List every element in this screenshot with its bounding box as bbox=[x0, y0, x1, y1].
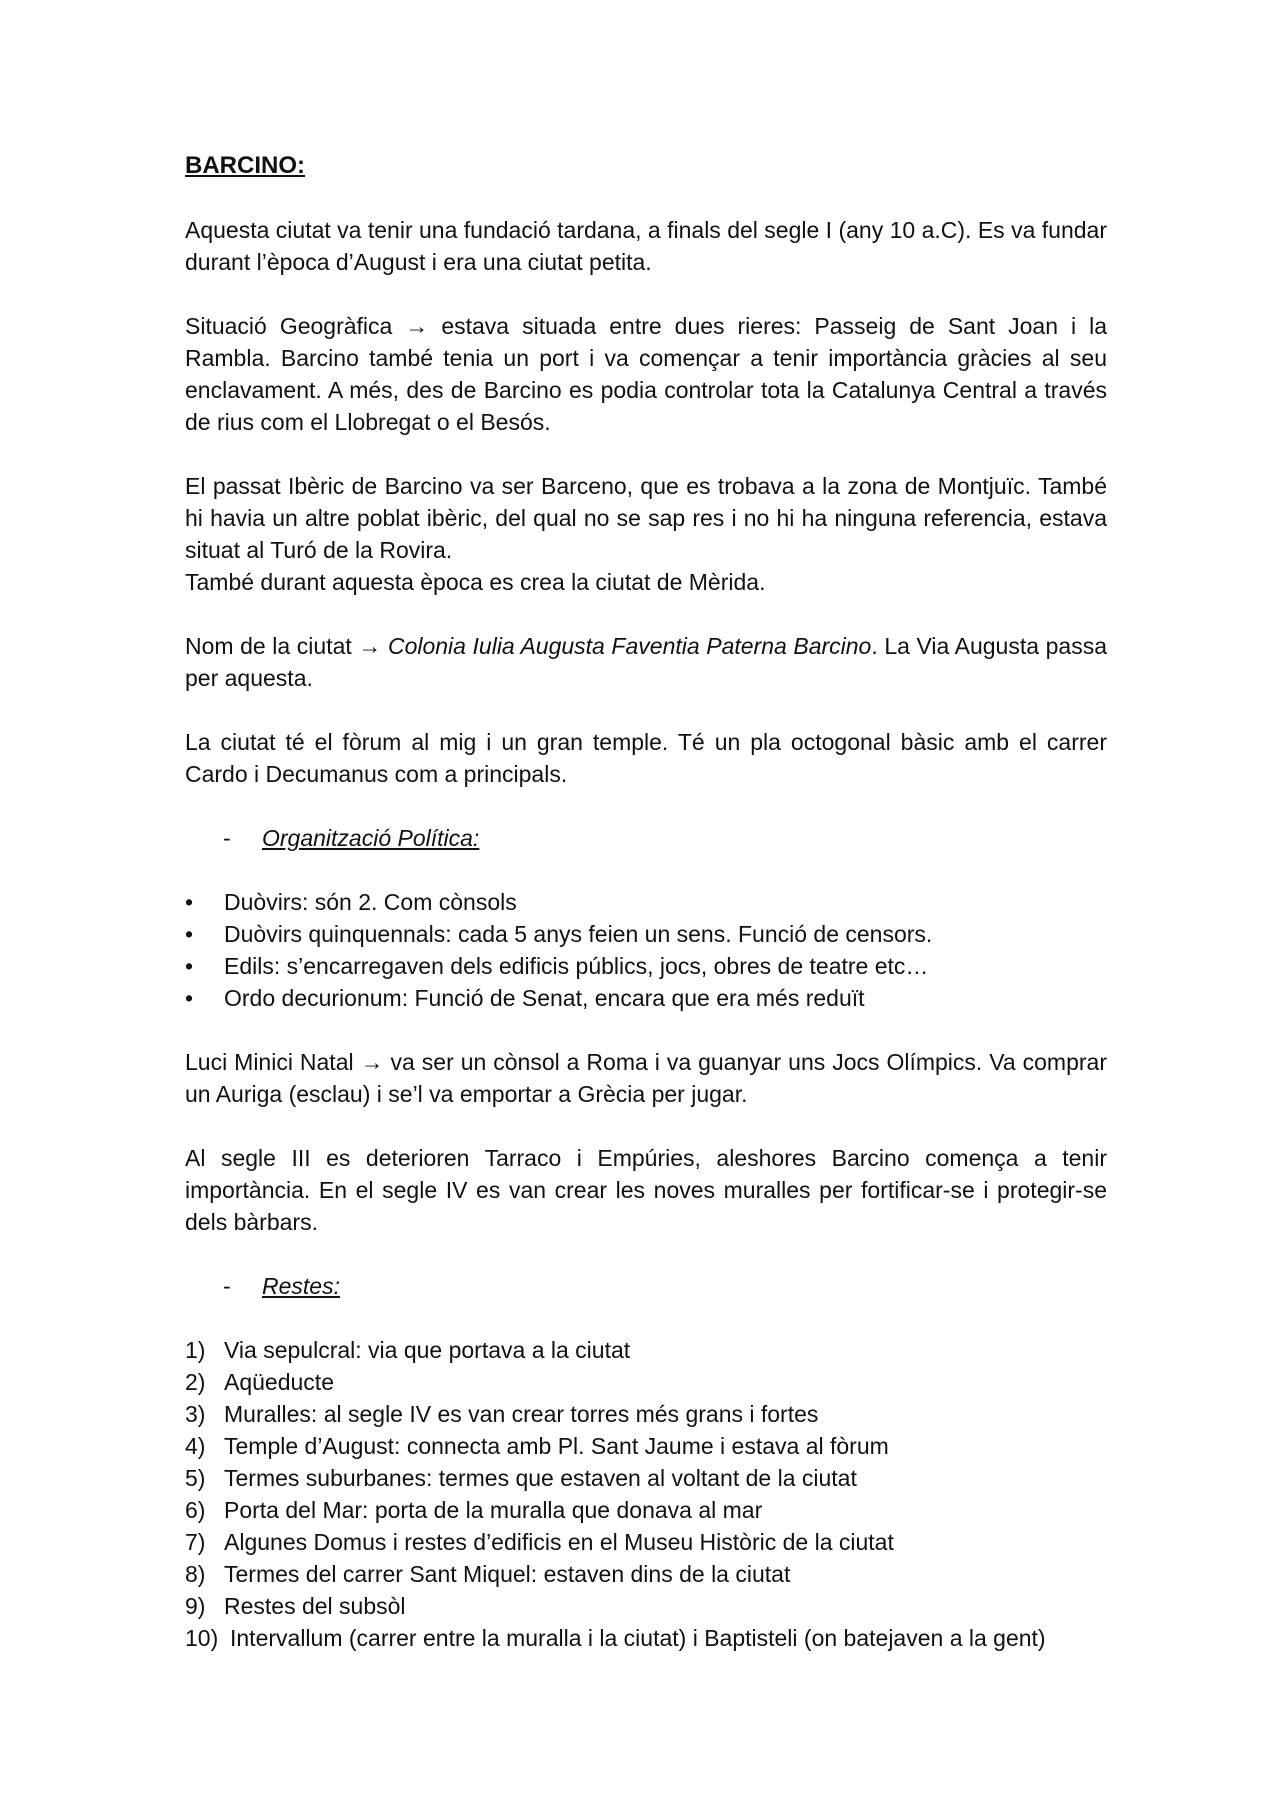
list-number: 7) bbox=[185, 1529, 206, 1555]
dash-marker: - bbox=[223, 1273, 231, 1299]
bullet-item bbox=[185, 886, 1107, 918]
list-number: 2) bbox=[185, 1369, 206, 1395]
list-item bbox=[185, 1558, 1107, 1590]
list-text: Aqüeducte bbox=[224, 1369, 334, 1395]
list-number: 4) bbox=[185, 1433, 206, 1459]
bullet-text: Duòvirs quinquennals: cada 5 anys feien un sens. Funció de censors. bbox=[224, 921, 933, 947]
paragraph-forum: La ciutat té el fòrum al mig i un gran temple. Té un pla octogonal bàsic amb el carrer Cardo i Decumanus com a principals. bbox=[185, 729, 1107, 787]
politics-bullet-list bbox=[185, 886, 1107, 1014]
list-number: 8) bbox=[185, 1561, 206, 1587]
bullet-item bbox=[185, 982, 1107, 1014]
list-text: Algunes Domus i restes d’edificis en el Museu Històric de la ciutat bbox=[224, 1529, 894, 1555]
bullet-icon: • bbox=[185, 953, 194, 979]
remains-numbered-list bbox=[185, 1334, 1107, 1654]
list-text: Intervallum (carrer entre la muralla i la ciutat) i Baptisteli (on batejaven a la gent) bbox=[230, 1625, 1046, 1651]
bullet-icon: • bbox=[185, 985, 194, 1011]
list-text: Temple d’August: connecta amb Pl. Sant Jaume i estava al fòrum bbox=[224, 1433, 889, 1459]
geography-lead: Situació Geogràfica bbox=[185, 313, 393, 339]
bullet-text: Edils: s’encarregaven dels edificis públics, jocs, obres de teatre etc… bbox=[224, 953, 929, 979]
city-name-lead: Nom de la ciutat bbox=[185, 633, 352, 659]
list-number: 3) bbox=[185, 1401, 206, 1427]
section-heading-remains bbox=[185, 1270, 1107, 1302]
list-item bbox=[185, 1398, 1107, 1430]
bullet-icon: • bbox=[185, 921, 194, 947]
bullet-item bbox=[185, 918, 1107, 950]
list-number: 10) bbox=[185, 1625, 219, 1651]
section-heading-politics bbox=[185, 822, 1107, 854]
bullet-text: Duòvirs: són 2. Com cònsols bbox=[224, 889, 517, 915]
list-item bbox=[185, 1462, 1107, 1494]
document-page bbox=[185, 150, 1107, 1654]
luci-lead: Luci Minici Natal bbox=[185, 1049, 354, 1075]
list-number: 5) bbox=[185, 1465, 206, 1491]
list-text: Muralles: al segle IV es van crear torres més grans i fortes bbox=[224, 1401, 819, 1427]
bullet-icon: • bbox=[185, 889, 194, 915]
list-item bbox=[185, 1494, 1107, 1526]
bullet-item bbox=[185, 950, 1107, 982]
section-label: Restes: bbox=[262, 1273, 340, 1299]
bullet-text: Ordo decurionum: Funció de Senat, encara que era més reduït bbox=[224, 985, 865, 1011]
arrow-icon: → bbox=[360, 1049, 384, 1075]
paragraph-merida: També durant aquesta època es crea la ciutat de Mèrida. bbox=[185, 569, 766, 595]
list-text: Via sepulcral: via que portava a la ciutat bbox=[224, 1337, 631, 1363]
list-text: Termes del carrer Sant Miquel: estaven dins de la ciutat bbox=[224, 1561, 791, 1587]
geography-text: estava situada entre dues rieres: Passeig de Sant Joan i la Rambla. Barcino també tenia un port i va començar a tenir importància gràcies al seu enclavament. A més, des de Barcino es podia controlar tota la Catalunya Central a través de rius com el Llobregat o el Besós. bbox=[185, 313, 1107, 435]
city-name-text: . La Via Augusta passa per aquesta. bbox=[185, 633, 1107, 691]
list-text: Porta del Mar: porta de la muralla que donava al mar bbox=[224, 1497, 763, 1523]
list-item bbox=[185, 1430, 1107, 1462]
section-label: Organització Política: bbox=[262, 825, 480, 851]
arrow-icon: → bbox=[358, 633, 382, 659]
paragraph-city-name bbox=[185, 630, 1107, 694]
paragraph-luci-minici bbox=[185, 1046, 1107, 1110]
list-text: Termes suburbanes: termes que estaven al voltant de la ciutat bbox=[224, 1465, 857, 1491]
city-name-italic: Colonia Iulia Augusta Faventia Paterna Barcino bbox=[387, 633, 872, 659]
paragraph-third-century: Al segle III es deterioren Tarraco i Empúries, aleshores Barcino comença a tenir importància. En el segle IV es van crear les noves muralles per fortificar-se i protegir-se dels bàrbars. bbox=[185, 1145, 1107, 1235]
paragraph-geography bbox=[185, 310, 1107, 438]
list-item bbox=[185, 1622, 1107, 1654]
list-number: 1) bbox=[185, 1337, 206, 1363]
list-item bbox=[185, 1334, 1107, 1366]
list-number: 6) bbox=[185, 1497, 206, 1523]
list-item bbox=[185, 1590, 1107, 1622]
arrow-icon: → bbox=[405, 313, 429, 339]
document-title: BARCINO: bbox=[185, 152, 305, 179]
list-number: 9) bbox=[185, 1593, 206, 1619]
paragraph-iberian-past: El passat Ibèric de Barcino va ser Barceno, que es trobava a la zona de Montjuïc. També hi havia un altre poblat ibèric, del qual no se sap res i no hi ha ninguna referencia, estava situat al Turó de la Rovira. bbox=[185, 473, 1107, 563]
list-item bbox=[185, 1526, 1107, 1558]
dash-marker: - bbox=[223, 825, 231, 851]
luci-text: va ser un cònsol a Roma i va guanyar uns Jocs Olímpics. Va comprar un Auriga (esclau) i se’l va emportar a Grècia per jugar. bbox=[185, 1049, 1107, 1107]
paragraph-foundation: Aquesta ciutat va tenir una fundació tardana, a finals del segle I (any 10 a.C). Es va fundar durant l’època d’August i era una ciutat petita. bbox=[185, 217, 1107, 275]
list-text: Restes del subsòl bbox=[224, 1593, 406, 1619]
list-item bbox=[185, 1366, 1107, 1398]
